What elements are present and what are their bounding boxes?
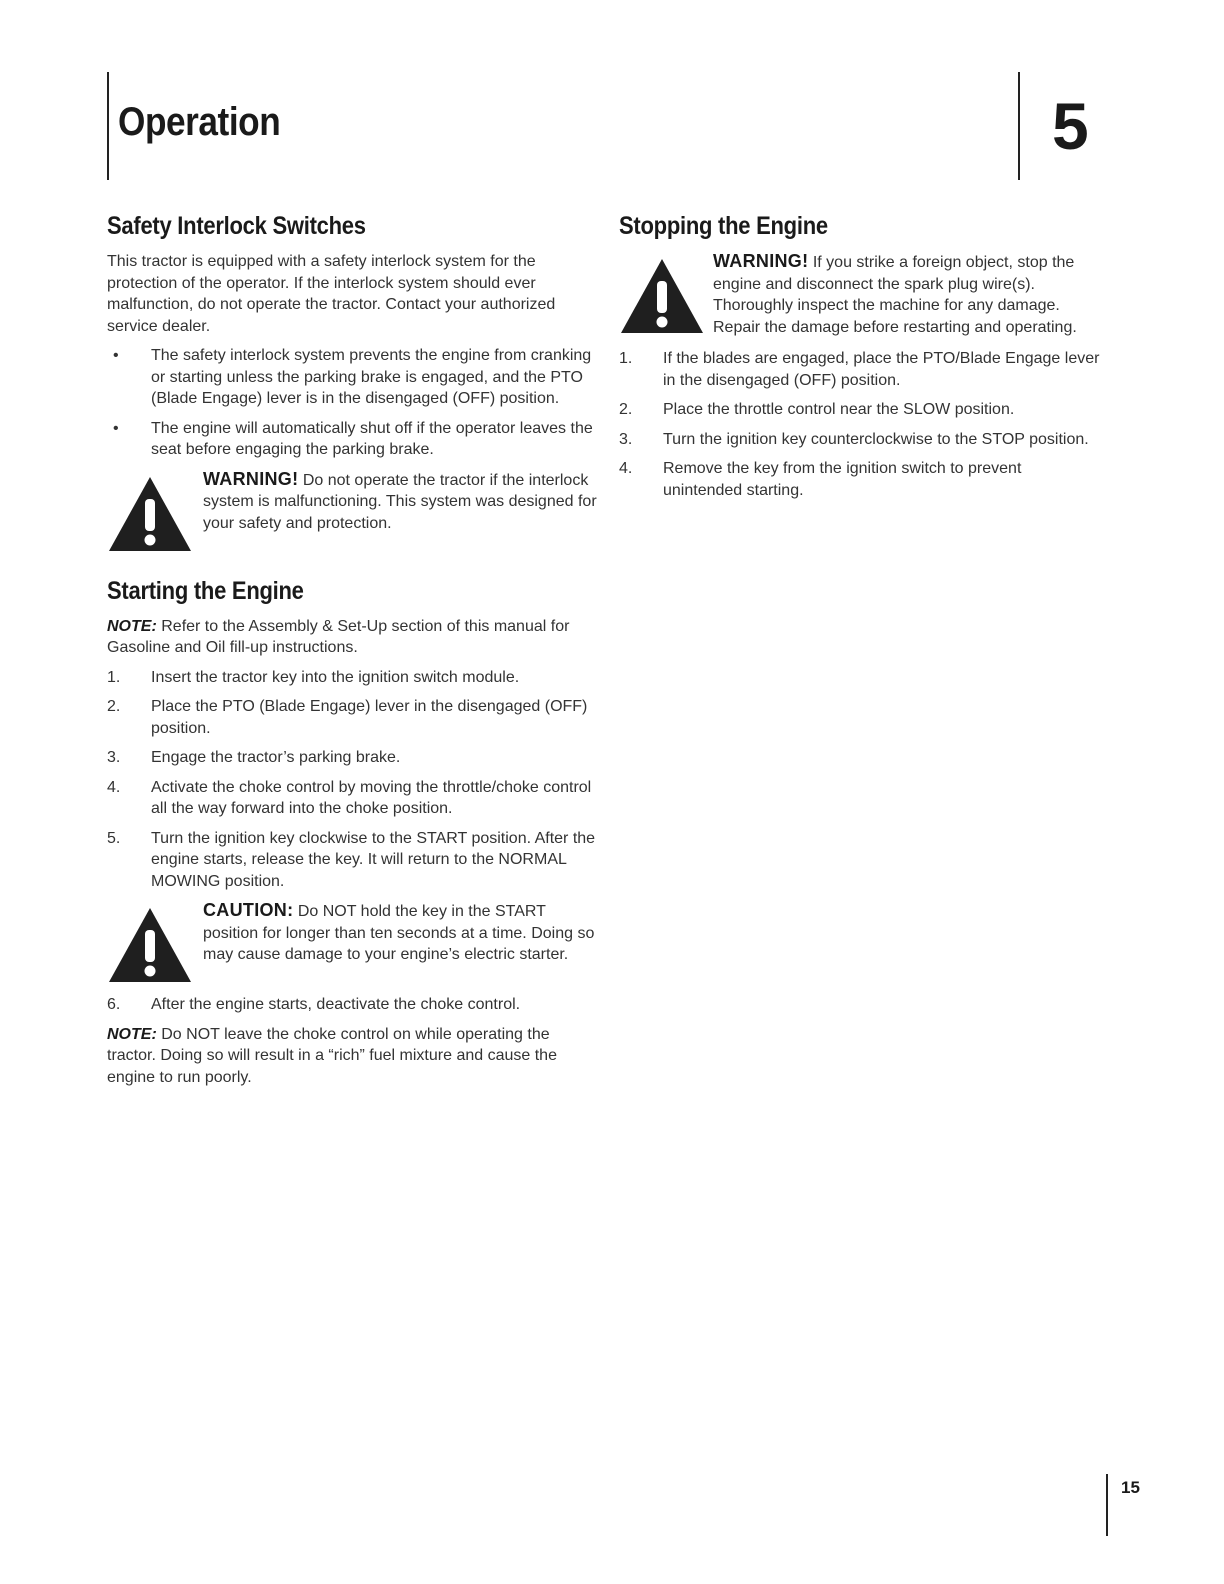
- note-label: NOTE:: [107, 1025, 157, 1043]
- step-number: 4.: [619, 460, 633, 477]
- warning-text: Do not operate the tractor if the interlock system is malfunctioning. This system was designed for your safety and protection.: [203, 471, 597, 532]
- step-number: 3.: [107, 749, 121, 766]
- warning-text: If you strike a foreign object, stop the engine and disconnect the spark plug wire(s). Thoroughly inspect the machine for any damage. Repair the damage before restarting and operating.: [713, 254, 1077, 336]
- starting-steps: [107, 667, 597, 893]
- header-right-rule: [1018, 72, 1020, 180]
- list-item: [107, 696, 597, 739]
- bullet-marker: •: [113, 347, 119, 364]
- left-column: [107, 212, 597, 1112]
- caution-label: CAUTION:: [203, 900, 294, 920]
- caution-text: Do NOT hold the key in the START position for longer than ten seconds at a time. Doing so may cause damage to your engine’s electric starter.: [203, 903, 595, 963]
- step-number: 6.: [107, 996, 121, 1013]
- step-text: Remove the key from the ignition switch to prevent unintended starting.: [663, 460, 1022, 499]
- list-item: [107, 777, 597, 820]
- step-number: 5.: [107, 829, 121, 847]
- list-item: [107, 828, 597, 893]
- header-left-rule: [107, 72, 109, 180]
- safety-intro: This tractor is equipped with a safety interlock system for the protection of the operator. If the interlock system should ever malfunction, do not operate the tractor. Contact your authorized service dealer.: [107, 253, 556, 335]
- safety-warning: [107, 469, 597, 553]
- bullet-marker: •: [113, 419, 119, 437]
- starting-steps-continued: [107, 994, 597, 1016]
- list-item: [107, 994, 597, 1016]
- step-text: Turn the ignition key clockwise to the START position. After the engine starts, release the key. It will return to the NORMAL MOWING position.: [151, 829, 596, 890]
- bullet-text: The engine will automatically shut off if the operator leaves the seat before engaging the parking brake.: [151, 419, 593, 458]
- step-number: 2.: [619, 401, 633, 418]
- warning-label: WARNING!: [713, 251, 809, 271]
- starting-note: [107, 616, 597, 659]
- list-item: [107, 667, 597, 689]
- step-number: 1.: [619, 350, 633, 367]
- starting-engine-heading: Starting the Engine: [107, 576, 304, 605]
- caution-triangle-icon: [107, 906, 193, 984]
- step-text: Place the throttle control near the SLOW position.: [663, 401, 1015, 418]
- chapter-title: Operation: [118, 100, 281, 144]
- step-text: Place the PTO (Blade Engage) lever in the disengaged (OFF) position.: [151, 698, 588, 737]
- warning-triangle-icon: [619, 257, 705, 335]
- step-number: 3.: [619, 430, 633, 448]
- footer-rule: [1106, 1474, 1108, 1536]
- list-item: [107, 418, 597, 461]
- safety-bullets: [107, 345, 597, 461]
- list-item: [107, 345, 597, 410]
- step-text: If the blades are engaged, place the PTO/Blade Engage lever in the disengaged (OFF) position.: [663, 350, 1100, 389]
- stopping-engine-section: [619, 212, 1104, 501]
- warning-label: WARNING!: [203, 468, 299, 489]
- stopping-warning: [619, 251, 1104, 338]
- step-number: 1.: [107, 668, 121, 686]
- stopping-engine-heading: Stopping the Engine: [619, 212, 828, 240]
- step-number: 4.: [107, 778, 121, 796]
- safety-interlock-heading: Safety Interlock Switches: [107, 212, 366, 240]
- chapter-number: 5: [1052, 89, 1089, 163]
- safety-interlock-section: [107, 212, 597, 553]
- list-item: [107, 747, 597, 769]
- list-item: [619, 458, 1104, 501]
- stopping-steps: [619, 348, 1104, 501]
- list-item: [619, 429, 1104, 451]
- bullet-text: The safety interlock system prevents the engine from cranking or starting unless the parking brake is engaged, and the PTO (Blade Engage) lever is in the disengaged (OFF) position.: [151, 347, 592, 407]
- step-text: After the engine starts, deactivate the choke control.: [151, 996, 521, 1013]
- page-number: 15: [1121, 1478, 1140, 1497]
- step-text: Insert the tractor key into the ignition switch module.: [151, 668, 520, 686]
- note-text: Do NOT leave the choke control on while operating the tractor. Doing so will result in a “rich” fuel mixture and cause the engine to run poorly.: [107, 1025, 557, 1086]
- right-column: [619, 212, 1104, 525]
- starting-note-2: [107, 1024, 597, 1089]
- step-text: Activate the choke control by moving the throttle/choke control all the way forward into the choke position.: [151, 778, 592, 817]
- warning-triangle-icon: [107, 475, 193, 553]
- note-label: NOTE:: [107, 617, 157, 635]
- step-text: Turn the ignition key counterclockwise to the STOP position.: [663, 430, 1089, 448]
- starting-caution: [107, 900, 597, 984]
- list-item: [619, 348, 1104, 391]
- list-item: [619, 399, 1104, 421]
- starting-engine-section: [107, 577, 597, 1089]
- step-text: Engage the tractor’s parking brake.: [151, 749, 401, 766]
- step-number: 2.: [107, 698, 121, 715]
- note-text: Refer to the Assembly & Set-Up section of this manual for Gasoline and Oil fill-up instructions.: [107, 617, 570, 656]
